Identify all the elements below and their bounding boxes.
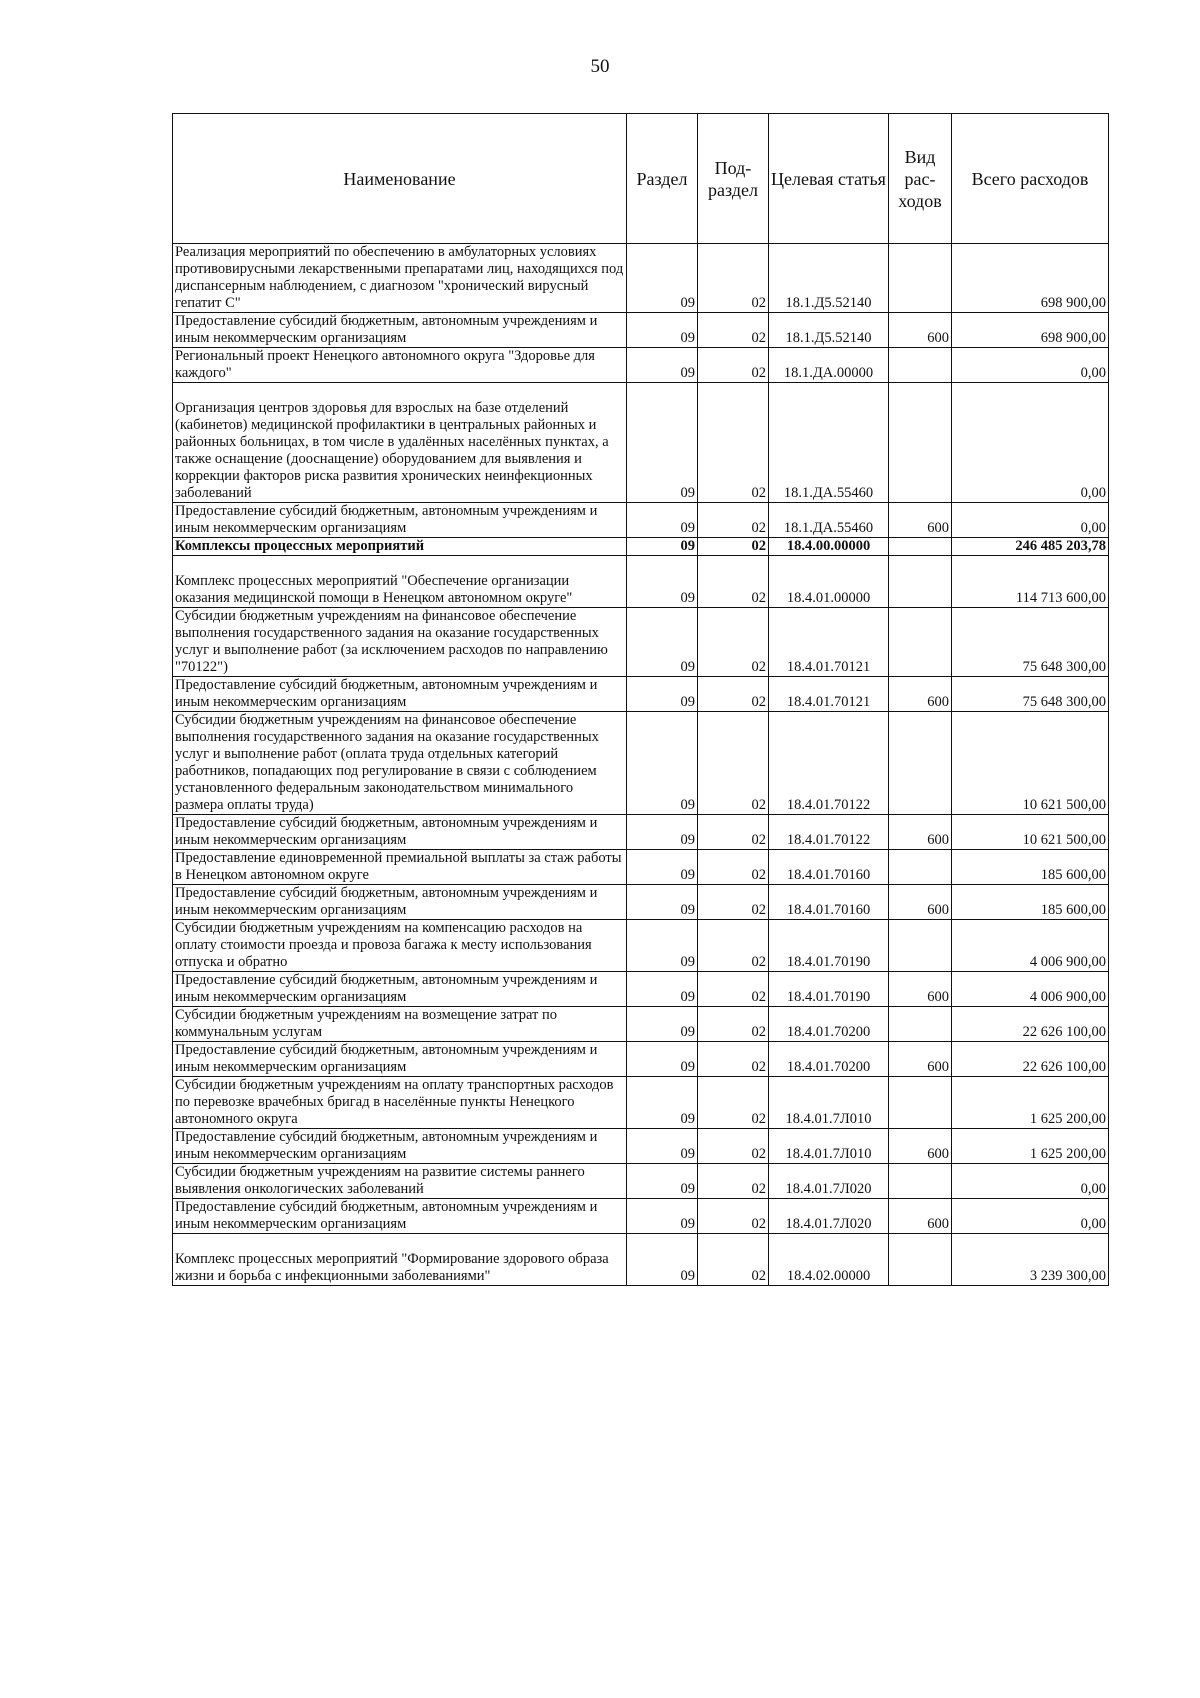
cell-name: Комплекс процессных мероприятий "Обеспечение организации оказания медицинской помощи в Ненецком автономном округе" [173, 556, 627, 608]
cell-target: 18.4.01.70121 [769, 608, 889, 677]
cell-name: Комплекс процессных мероприятий "Формирование здорового образа жизни и борьба с инфекционными заболеваниями" [173, 1234, 627, 1286]
cell-subsection: 02 [698, 313, 769, 348]
cell-expense-type: 600 [889, 503, 952, 538]
cell-expense-type [889, 850, 952, 885]
cell-section: 09 [627, 1164, 698, 1199]
cell-section: 09 [627, 885, 698, 920]
cell-total: 1 625 200,00 [952, 1129, 1109, 1164]
cell-total: 1 625 200,00 [952, 1077, 1109, 1129]
table-row [173, 313, 1109, 348]
cell-expense-type [889, 608, 952, 677]
cell-section: 09 [627, 920, 698, 972]
cell-subsection: 02 [698, 1042, 769, 1077]
cell-expense-type [889, 920, 952, 972]
cell-section: 09 [627, 815, 698, 850]
cell-name: Субсидии бюджетным учреждениям на развитие системы раннего выявления онкологических заболеваний [173, 1164, 627, 1199]
cell-target: 18.4.01.70160 [769, 850, 889, 885]
cell-target: 18.4.01.7Л010 [769, 1129, 889, 1164]
table-row [173, 815, 1109, 850]
cell-subsection: 02 [698, 885, 769, 920]
cell-section: 09 [627, 556, 698, 608]
cell-target: 18.4.01.7Л020 [769, 1164, 889, 1199]
table-row [173, 712, 1109, 815]
cell-section: 09 [627, 1129, 698, 1164]
cell-name: Субсидии бюджетным учреждениям на компенсацию расходов на оплату стоимости проезда и провоза багажа к месту использования отпуска и обратно [173, 920, 627, 972]
cell-expense-type [889, 244, 952, 313]
table-row [173, 556, 1109, 608]
cell-subsection: 02 [698, 383, 769, 503]
cell-subsection: 02 [698, 815, 769, 850]
cell-name: Предоставление субсидий бюджетным, автономным учреждениям и иным некоммерческим организациям [173, 972, 627, 1007]
budget-table [172, 113, 1109, 1286]
table-body [173, 244, 1109, 1286]
cell-name: Организация центров здоровья для взрослых на базе отделений (кабинетов) медицинской профилактики в центральных районных и районных больницах, в том числе в удалённых населённых пунктах, а также оснащение (дооснащение) оборудованием для выявления и коррекции факторов риска развития хронических неинфекционных заболеваний [173, 383, 627, 503]
cell-name: Предоставление субсидий бюджетным, автономным учреждениям и иным некоммерческим организациям [173, 1129, 627, 1164]
table-row [173, 1077, 1109, 1129]
cell-total: 0,00 [952, 383, 1109, 503]
table-row [173, 1042, 1109, 1077]
cell-section: 09 [627, 1042, 698, 1077]
cell-expense-type: 600 [889, 1042, 952, 1077]
cell-total: 246 485 203,78 [952, 538, 1109, 556]
cell-expense-type [889, 556, 952, 608]
page-number: 50 [590, 56, 610, 77]
table-row [173, 885, 1109, 920]
table-row [173, 1199, 1109, 1234]
cell-total: 185 600,00 [952, 850, 1109, 885]
cell-expense-type: 600 [889, 972, 952, 1007]
cell-total: 75 648 300,00 [952, 608, 1109, 677]
cell-target: 18.4.01.70122 [769, 815, 889, 850]
cell-subsection: 02 [698, 972, 769, 1007]
cell-target: 18.4.01.70160 [769, 885, 889, 920]
cell-expense-type: 600 [889, 313, 952, 348]
cell-target: 18.4.01.70190 [769, 920, 889, 972]
cell-target: 18.1.ДА.55460 [769, 503, 889, 538]
cell-total: 75 648 300,00 [952, 677, 1109, 712]
cell-subsection: 02 [698, 677, 769, 712]
cell-section: 09 [627, 677, 698, 712]
table-header [173, 114, 1109, 244]
cell-subsection: 02 [698, 1077, 769, 1129]
cell-target: 18.4.01.70200 [769, 1042, 889, 1077]
cell-section: 09 [627, 244, 698, 313]
cell-total: 4 006 900,00 [952, 920, 1109, 972]
table-row [173, 244, 1109, 313]
cell-section: 09 [627, 503, 698, 538]
cell-target: 18.4.01.00000 [769, 556, 889, 608]
cell-section: 09 [627, 313, 698, 348]
cell-section: 09 [627, 1077, 698, 1129]
cell-subsection: 02 [698, 244, 769, 313]
table-row [173, 677, 1109, 712]
cell-subsection: 02 [698, 538, 769, 556]
cell-total: 698 900,00 [952, 244, 1109, 313]
cell-total: 22 626 100,00 [952, 1007, 1109, 1042]
header-subsection: Под-раздел [698, 114, 769, 244]
table-row [173, 383, 1109, 503]
cell-name: Предоставление субсидий бюджетным, автономным учреждениям и иным некоммерческим организациям [173, 1199, 627, 1234]
header-target: Целевая статья [769, 114, 889, 244]
cell-target: 18.4.01.70122 [769, 712, 889, 815]
table-row [173, 538, 1109, 556]
cell-target: 18.1.ДА.00000 [769, 348, 889, 383]
cell-expense-type [889, 712, 952, 815]
cell-section: 09 [627, 538, 698, 556]
cell-target: 18.1.ДА.55460 [769, 383, 889, 503]
table-row [173, 1234, 1109, 1286]
cell-subsection: 02 [698, 712, 769, 815]
cell-total: 0,00 [952, 348, 1109, 383]
cell-target: 18.4.01.7Л010 [769, 1077, 889, 1129]
header-section: Раздел [627, 114, 698, 244]
table-row [173, 1007, 1109, 1042]
cell-section: 09 [627, 608, 698, 677]
cell-subsection: 02 [698, 850, 769, 885]
cell-section: 09 [627, 850, 698, 885]
cell-expense-type: 600 [889, 677, 952, 712]
table-row [173, 1164, 1109, 1199]
cell-name: Комплексы процессных мероприятий [173, 538, 627, 556]
cell-name: Субсидии бюджетным учреждениям на финансовое обеспечение выполнения государственного задания на оказание государственных услуг и выполнение работ (оплата труда отдельных категорий работников, попадающих под регулирование в связи с соблюдением установленного федеральным законодательством минимального размера оплаты труда) [173, 712, 627, 815]
cell-name: Предоставление субсидий бюджетным, автономным учреждениям и иным некоммерческим организациям [173, 815, 627, 850]
cell-target: 18.4.01.70200 [769, 1007, 889, 1042]
cell-name: Предоставление единовременной премиальной выплаты за стаж работы в Ненецком автономном округе [173, 850, 627, 885]
cell-target: 18.4.01.70121 [769, 677, 889, 712]
table-row [173, 503, 1109, 538]
cell-section: 09 [627, 1234, 698, 1286]
cell-name: Реализация мероприятий по обеспечению в амбулаторных условиях противовирусными лекарственными препаратами лиц, находящихся под диспансерным наблюдением, с диагнозом "хронический вирусный гепатит С" [173, 244, 627, 313]
cell-expense-type: 600 [889, 1199, 952, 1234]
header-row [173, 114, 1109, 244]
cell-total: 22 626 100,00 [952, 1042, 1109, 1077]
cell-name: Предоставление субсидий бюджетным, автономным учреждениям и иным некоммерческим организациям [173, 313, 627, 348]
cell-name: Предоставление субсидий бюджетным, автономным учреждениям и иным некоммерческим организациям [173, 677, 627, 712]
cell-section: 09 [627, 1007, 698, 1042]
cell-name: Предоставление субсидий бюджетным, автономным учреждениям и иным некоммерческим организациям [173, 1042, 627, 1077]
cell-expense-type: 600 [889, 815, 952, 850]
cell-expense-type [889, 1234, 952, 1286]
cell-total: 698 900,00 [952, 313, 1109, 348]
cell-total: 10 621 500,00 [952, 815, 1109, 850]
cell-subsection: 02 [698, 1007, 769, 1042]
cell-total: 3 239 300,00 [952, 1234, 1109, 1286]
cell-total: 0,00 [952, 1164, 1109, 1199]
table-row [173, 348, 1109, 383]
cell-expense-type [889, 1007, 952, 1042]
cell-total: 185 600,00 [952, 885, 1109, 920]
cell-expense-type: 600 [889, 885, 952, 920]
cell-subsection: 02 [698, 348, 769, 383]
cell-expense-type [889, 348, 952, 383]
cell-target: 18.4.01.7Л020 [769, 1199, 889, 1234]
cell-subsection: 02 [698, 556, 769, 608]
cell-total: 4 006 900,00 [952, 972, 1109, 1007]
cell-subsection: 02 [698, 1129, 769, 1164]
cell-total: 10 621 500,00 [952, 712, 1109, 815]
cell-total: 0,00 [952, 1199, 1109, 1234]
cell-target: 18.4.02.00000 [769, 1234, 889, 1286]
cell-total: 0,00 [952, 503, 1109, 538]
cell-subsection: 02 [698, 608, 769, 677]
cell-subsection: 02 [698, 920, 769, 972]
cell-expense-type [889, 1077, 952, 1129]
cell-section: 09 [627, 1199, 698, 1234]
cell-name: Предоставление субсидий бюджетным, автономным учреждениям и иным некоммерческим организациям [173, 885, 627, 920]
cell-target: 18.4.00.00000 [769, 538, 889, 556]
cell-subsection: 02 [698, 503, 769, 538]
cell-section: 09 [627, 383, 698, 503]
cell-subsection: 02 [698, 1234, 769, 1286]
cell-target: 18.4.01.70190 [769, 972, 889, 1007]
cell-name: Региональный проект Ненецкого автономного округа "Здоровье для каждого" [173, 348, 627, 383]
cell-subsection: 02 [698, 1199, 769, 1234]
table-row [173, 920, 1109, 972]
cell-section: 09 [627, 712, 698, 815]
cell-subsection: 02 [698, 1164, 769, 1199]
cell-expense-type: 600 [889, 1129, 952, 1164]
header-name: Наименование [173, 114, 627, 244]
table-row [173, 1129, 1109, 1164]
cell-name: Предоставление субсидий бюджетным, автономным учреждениям и иным некоммерческим организациям [173, 503, 627, 538]
cell-expense-type [889, 538, 952, 556]
cell-total: 114 713 600,00 [952, 556, 1109, 608]
cell-name: Субсидии бюджетным учреждениям на возмещение затрат по коммунальным услугам [173, 1007, 627, 1042]
table-row [173, 850, 1109, 885]
cell-target: 18.1.Д5.52140 [769, 313, 889, 348]
cell-expense-type [889, 383, 952, 503]
cell-target: 18.1.Д5.52140 [769, 244, 889, 313]
table-row [173, 608, 1109, 677]
cell-section: 09 [627, 348, 698, 383]
cell-name: Субсидии бюджетным учреждениям на оплату транспортных расходов по перевозке врачебных бригад в населённые пункты Ненецкого автономного округа [173, 1077, 627, 1129]
cell-section: 09 [627, 972, 698, 1007]
cell-name: Субсидии бюджетным учреждениям на финансовое обеспечение выполнения государственного задания на оказание государственных услуг и выполнение работ (за исключением расходов по направлению "70122") [173, 608, 627, 677]
table-row [173, 972, 1109, 1007]
cell-expense-type [889, 1164, 952, 1199]
header-expense-type: Вид рас-ходов [889, 114, 952, 244]
header-total: Всего расходов [952, 114, 1109, 244]
